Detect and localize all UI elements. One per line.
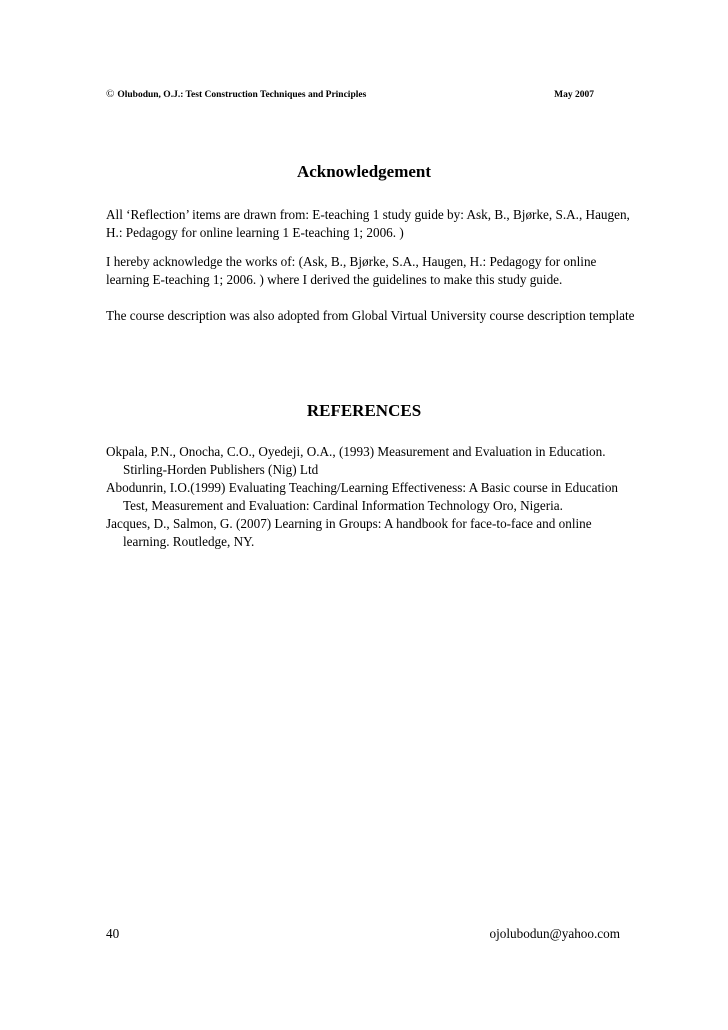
reference-item: Jacques, D., Salmon, G. (2007) Learning in Groups: A handbook for face-to-face and online learning. Routledge, NY. (106, 516, 592, 549)
acknowledgement-paragraph-2: I hereby acknowledge the works of: (Ask, B., Bjørke, S.A., Haugen, H.: Pedagogy for online learning E-teaching 1; 2006. ) where I derived the guidelines to make this study guide. (106, 254, 597, 287)
acknowledgement-paragraph-3: The course description was also adopted from Global Virtual University course description template (106, 308, 635, 323)
header-title: Olubodun, O.J.: Test Construction Techniques and Principles (117, 90, 367, 100)
header-date: May 2007 (554, 90, 594, 100)
references-list (106, 443, 626, 551)
page-footer (106, 926, 620, 942)
header-left (106, 88, 366, 100)
reference-item: Abodunrin, I.O.(1999) Evaluating Teaching/Learning Effectiveness: A Basic course in Education Test, Measurement and Evaluation: Cardinal Information Technology Oro, Nigeria. (106, 480, 619, 513)
reference-item: Okpala, P.N., Onocha, C.O., Oyedeji, O.A., (1993) Measurement and Evaluation in Education. Stirling-Horden Publishers (Nig) Ltd (106, 444, 606, 477)
acknowledgement-heading: Acknowledgement (296, 162, 432, 181)
acknowledgement-paragraph-1: All ‘Reflection’ items are drawn from: E-teaching 1 study guide by: Ask, B., Bjørke, S.A., Haugen, H.: Pedagogy for online learning 1 E-teaching 1; 2006. ) (106, 207, 630, 240)
author-email: ojolubodun@yahoo.com (489, 926, 620, 941)
references-heading: REFERENCES (306, 401, 422, 420)
copyright-symbol: © (106, 88, 115, 100)
page-number: 40 (106, 926, 120, 941)
running-header (106, 88, 594, 100)
